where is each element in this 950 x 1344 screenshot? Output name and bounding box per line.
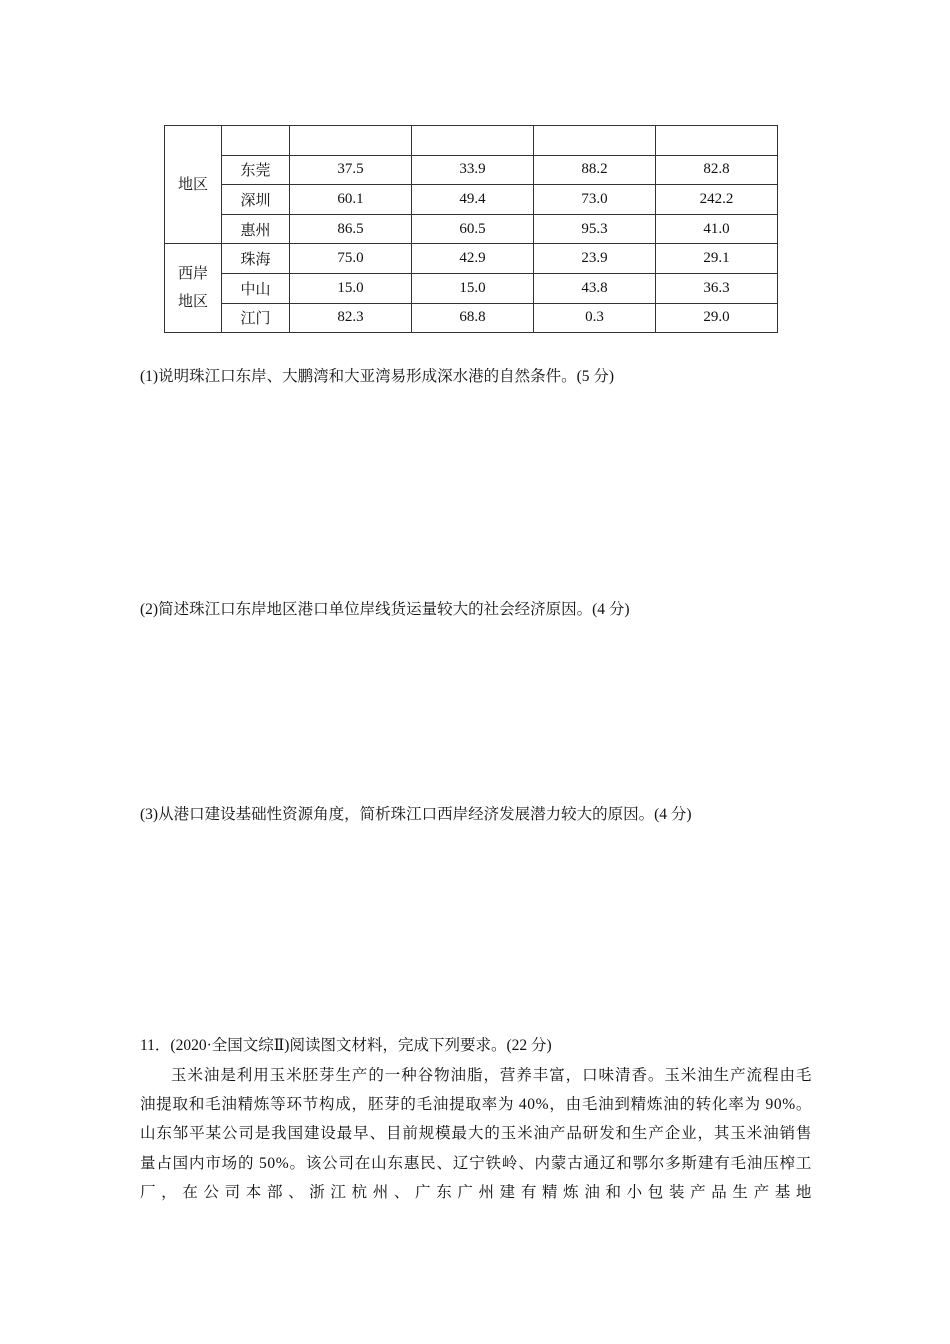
value-cell: 23.9: [534, 244, 656, 274]
value-cell: 43.8: [534, 273, 656, 303]
value-cell: 29.0: [656, 303, 778, 333]
city-cell: 珠海: [222, 244, 290, 274]
city-cell: 惠州: [222, 214, 290, 244]
table-cell: [412, 126, 534, 156]
table-row: [165, 303, 778, 333]
question-2: (2)简述珠江口东岸地区港口单位岸线货运量较大的社会经济原因。(4 分): [140, 601, 630, 618]
value-cell: 242.2: [656, 185, 778, 215]
value-cell: 15.0: [412, 273, 534, 303]
question-11-passage: 玉米油是利用玉米胚芽生产的一种谷物油脂，营养丰富，口味清香。玉米油生产流程由毛油提取和毛油精炼等环节构成，胚芽的毛油提取率为 40%，由毛油到精炼油的转化率为 90%。山东邹平某公司是我国建设最早、目前规模最大的玉米油产品研发和生产企业，其玉米油销售量占国内市场的 50%。该公司在山东惠民、辽宁铁岭、内蒙古通辽和鄂尔多斯建有毛油压榨工厂，在公司本部、浙江杭州、广东广州建有精炼油和小包装产品生产基地: [140, 1067, 812, 1201]
region-cell-east: [165, 126, 222, 244]
port-data-table: [164, 125, 778, 333]
city-cell: 中山: [222, 273, 290, 303]
value-cell: 75.0: [290, 244, 412, 274]
value-cell: 88.2: [534, 155, 656, 185]
table-cell: [656, 126, 778, 156]
value-cell: 29.1: [656, 244, 778, 274]
value-cell: 33.9: [412, 155, 534, 185]
table-header-row: [165, 126, 778, 156]
value-cell: 68.8: [412, 303, 534, 333]
value-cell: 95.3: [534, 214, 656, 244]
value-cell: 60.1: [290, 185, 412, 215]
value-cell: 42.9: [412, 244, 534, 274]
table-row: [165, 273, 778, 303]
table-row: [165, 155, 778, 185]
region-label: 西岸: [177, 266, 208, 283]
table-cell: [290, 126, 412, 156]
question-1: (1)说明珠江口东岸、大鹏湾和大亚湾易形成深水港的自然条件。(5 分): [140, 368, 615, 385]
table-cell: [222, 126, 290, 156]
value-cell: 82.3: [290, 303, 412, 333]
value-cell: 41.0: [656, 214, 778, 244]
value-cell: 37.5: [290, 155, 412, 185]
table-row: [165, 214, 778, 244]
region-label: 地区: [177, 294, 208, 311]
region-label: 地区: [177, 176, 208, 193]
question-11-heading: 11．(2020·全国文综Ⅱ)阅读图文材料，完成下列要求。(22 分): [140, 1037, 552, 1054]
region-cell-west: [165, 244, 222, 333]
table-cell: [534, 126, 656, 156]
value-cell: 73.0: [534, 185, 656, 215]
city-cell: 东莞: [222, 155, 290, 185]
value-cell: 49.4: [412, 185, 534, 215]
question-3: (3)从港口建设基础性资源角度，简析珠江口西岸经济发展潜力较大的原因。(4 分): [140, 806, 692, 823]
value-cell: 60.5: [412, 214, 534, 244]
value-cell: 0.3: [534, 303, 656, 333]
value-cell: 36.3: [656, 273, 778, 303]
table-row: [165, 244, 778, 274]
value-cell: 86.5: [290, 214, 412, 244]
city-cell: 深圳: [222, 185, 290, 215]
table-row: [165, 185, 778, 215]
city-cell: 江门: [222, 303, 290, 333]
value-cell: 15.0: [290, 273, 412, 303]
value-cell: 82.8: [656, 155, 778, 185]
